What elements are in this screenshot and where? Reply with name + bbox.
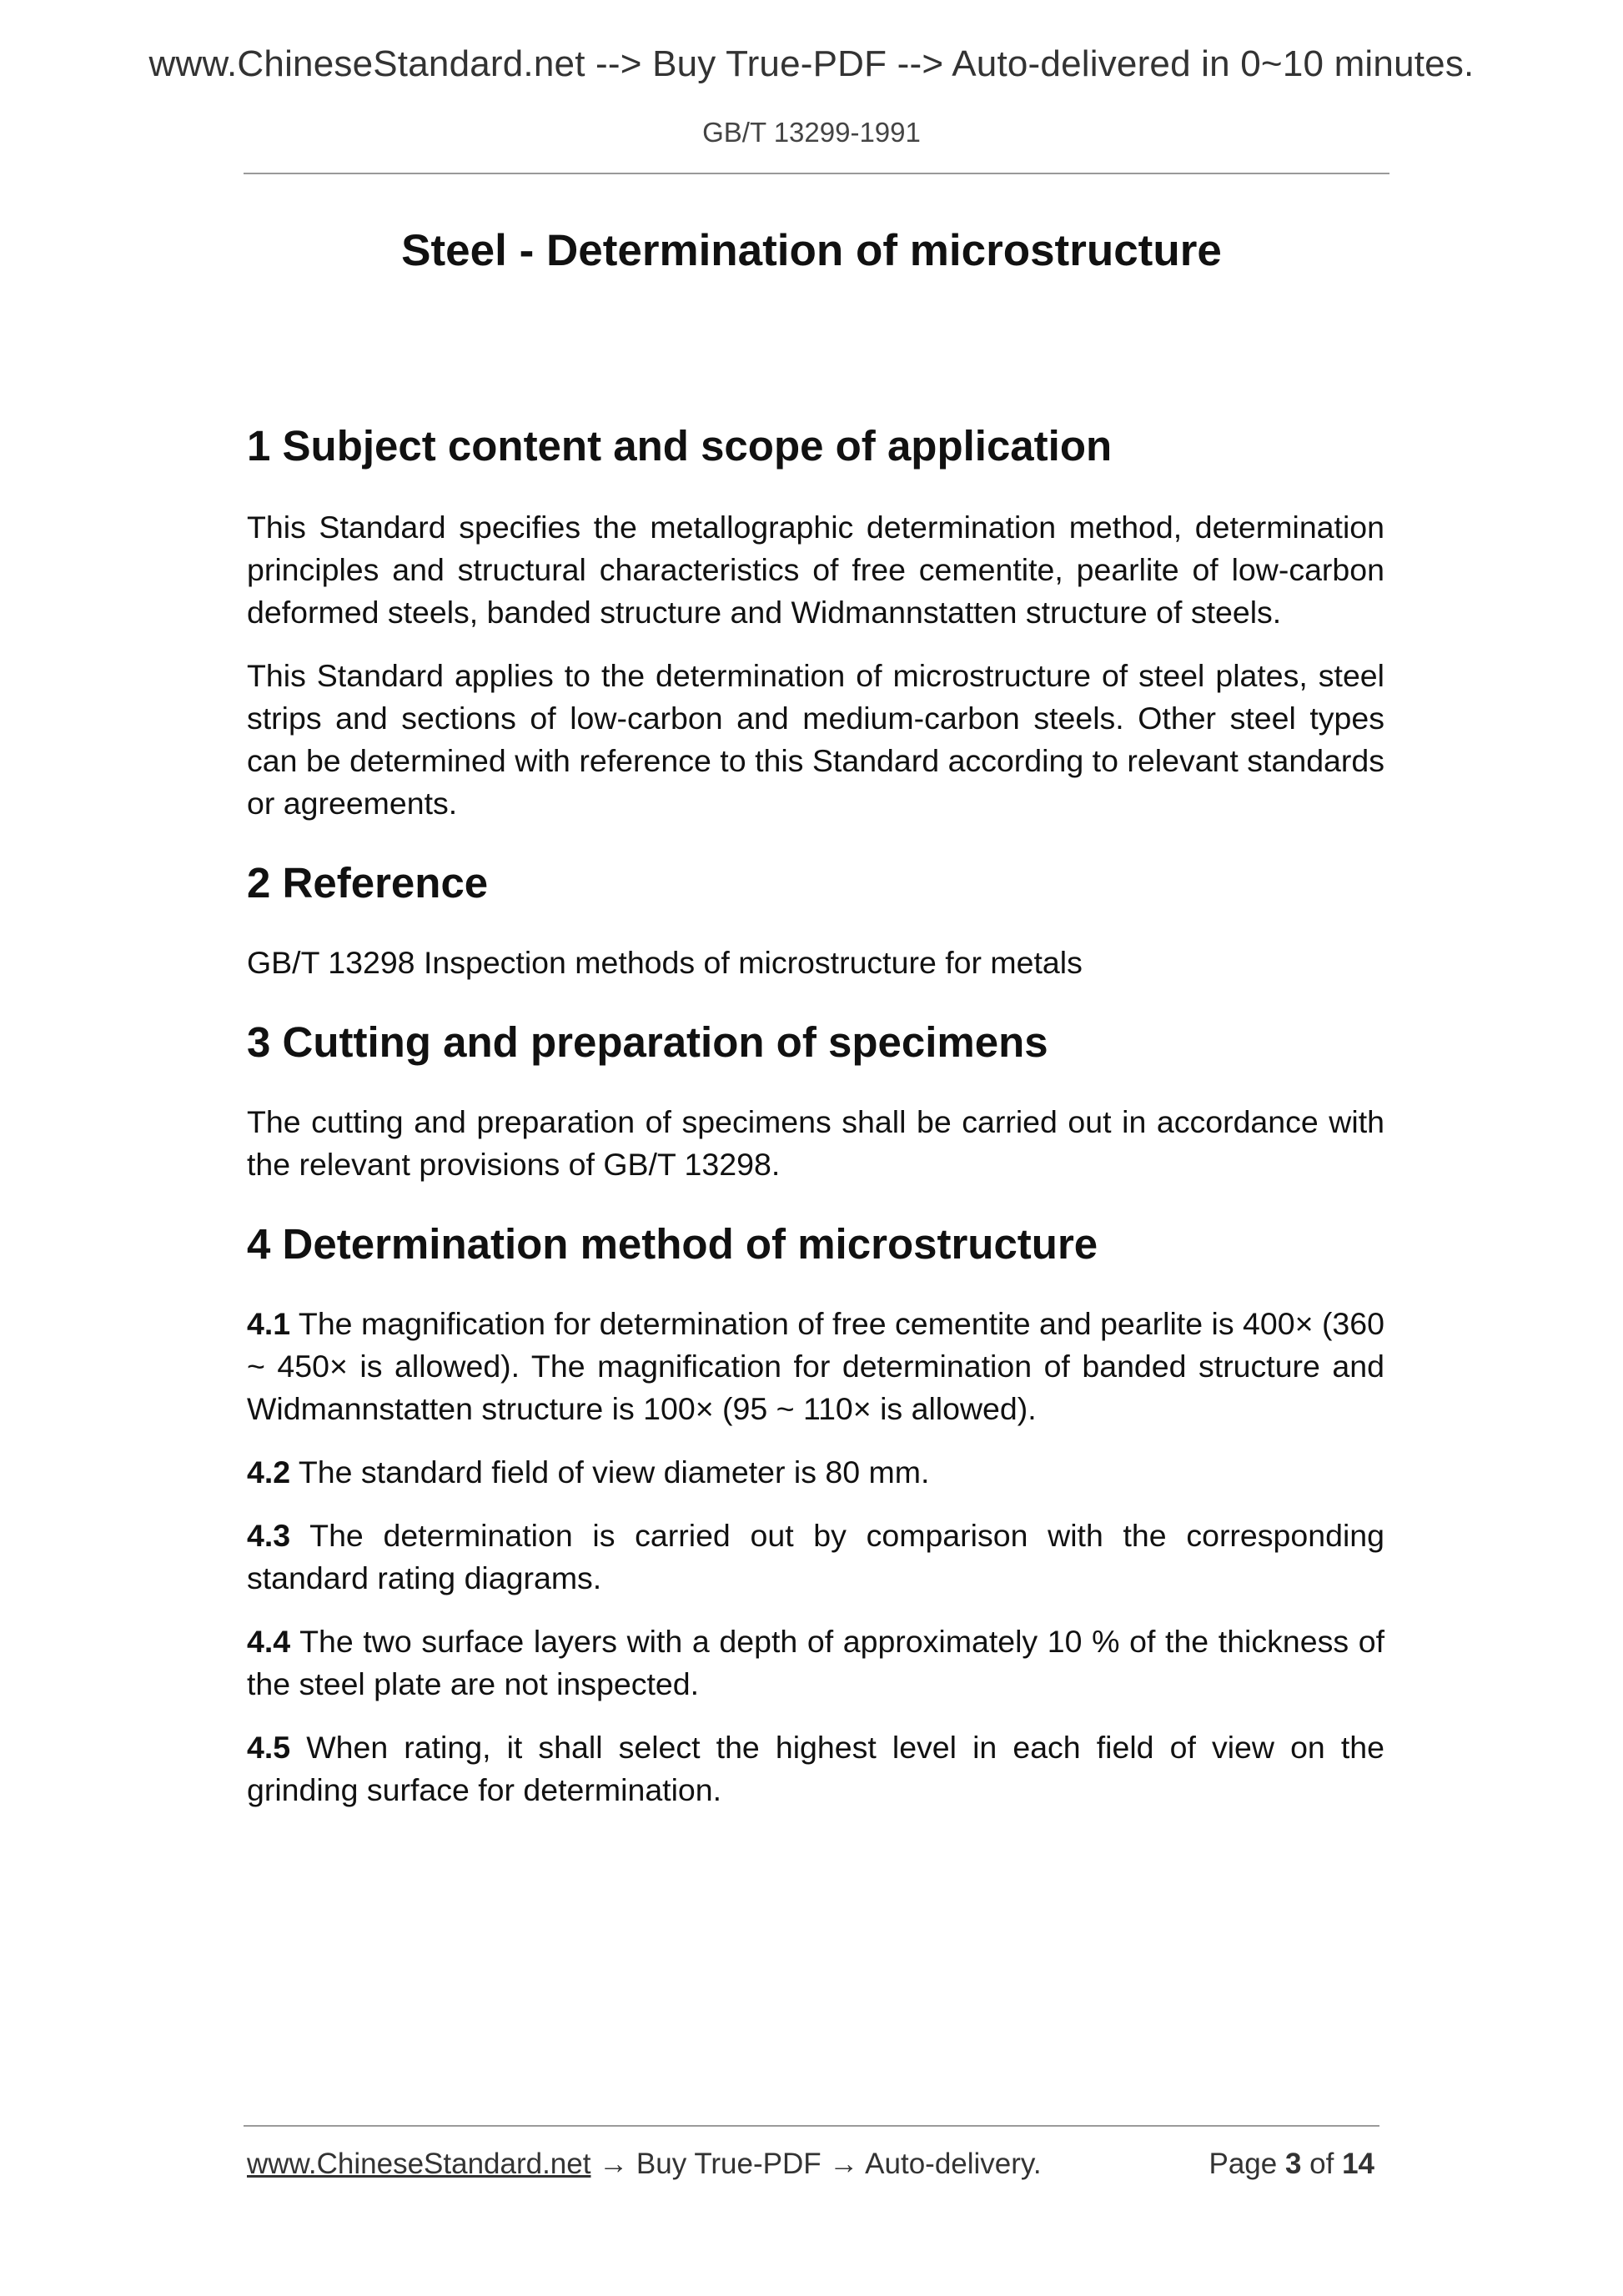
page-word: Page <box>1208 2148 1285 2180</box>
clause-4-4 <box>247 1620 1384 1706</box>
clause-text: The two surface layers with a depth of approximately 10 % of the thickness of the steel plate are not inspected. <box>247 1624 1384 1701</box>
clause-text: When rating, it shall select the highest level in each field of view on the grinding surface for determination. <box>247 1730 1384 1807</box>
section-2-paragraph-1: GB/T 13298 Inspection methods of microstructure for metals <box>247 945 1083 980</box>
clause-4-5 <box>247 1726 1384 1811</box>
section-4-heading: 4 Determination method of microstructure <box>247 1220 1098 1268</box>
clause-number: 4.1 <box>247 1306 291 1341</box>
clause-number: 4.4 <box>247 1624 291 1659</box>
section-1-paragraph-1: This Standard specifies the metallographic determination method, determination principles and structural characteristics of free cementite, pearlite of low-carbon deformed steels, banded structure and Widmannstatten structure of steels. <box>247 510 1384 630</box>
section-1-paragraph-2: This Standard applies to the determination of microstructure of steel plates, steel strips and sections of low-carbon and medium-carbon steels. Other steel types can be determined with reference to this Standard according to relevant standards or agreements. <box>247 658 1384 821</box>
footer-divider <box>244 2125 1379 2127</box>
section-2-heading: 2 Reference <box>247 859 489 907</box>
footer-promo <box>247 2148 1042 2181</box>
current-page-number: 3 <box>1284 2148 1302 2180</box>
top-banner: www.ChineseStandard.net --> Buy True-PDF --> Auto-delivered in 0~10 minutes. <box>148 43 1475 84</box>
clause-4-1 <box>247 1303 1384 1430</box>
clause-text: The standard field of view diameter is 80 mm. <box>290 1454 930 1490</box>
section-3-heading: 3 Cutting and preparation of specimens <box>247 1018 1048 1066</box>
standard-code: GB/T 13299-1991 <box>702 117 921 148</box>
clause-4-3 <box>247 1515 1384 1600</box>
clause-number: 4.3 <box>247 1518 291 1553</box>
clause-number: 4.5 <box>247 1730 291 1765</box>
section-3-paragraph-1: The cutting and preparation of specimens shall be carried out in accordance with the relevant provisions of GB/T 13298. <box>247 1104 1384 1182</box>
clause-text: The determination is carried out by comparison with the corresponding standard rating diagrams. <box>247 1518 1384 1595</box>
website-link[interactable]: www.ChineseStandard.net <box>247 2148 591 2180</box>
document-title: Steel - Determination of microstructure <box>401 226 1222 275</box>
section-1-heading: 1 Subject content and scope of application <box>247 422 1113 470</box>
clause-4-2 <box>247 1451 1384 1494</box>
header-divider <box>244 173 1389 174</box>
page-footer <box>247 2148 1381 2189</box>
clause-number: 4.2 <box>247 1454 291 1490</box>
document-body <box>247 413 1384 1811</box>
page-indicator <box>1208 2148 1374 2181</box>
footer-promo-text: → Buy True-PDF → Auto-delivery. <box>590 2148 1042 2180</box>
of-word: of <box>1301 2148 1343 2180</box>
clause-text: The magnification for determination of free cementite and pearlite is 400× (360 ~ 450× is allowed). The magnification for determination of banded structure and Widmannstatten structure is 100× (95 ~ 110× is allowed). <box>247 1306 1384 1426</box>
total-page-count: 14 <box>1342 2148 1374 2180</box>
